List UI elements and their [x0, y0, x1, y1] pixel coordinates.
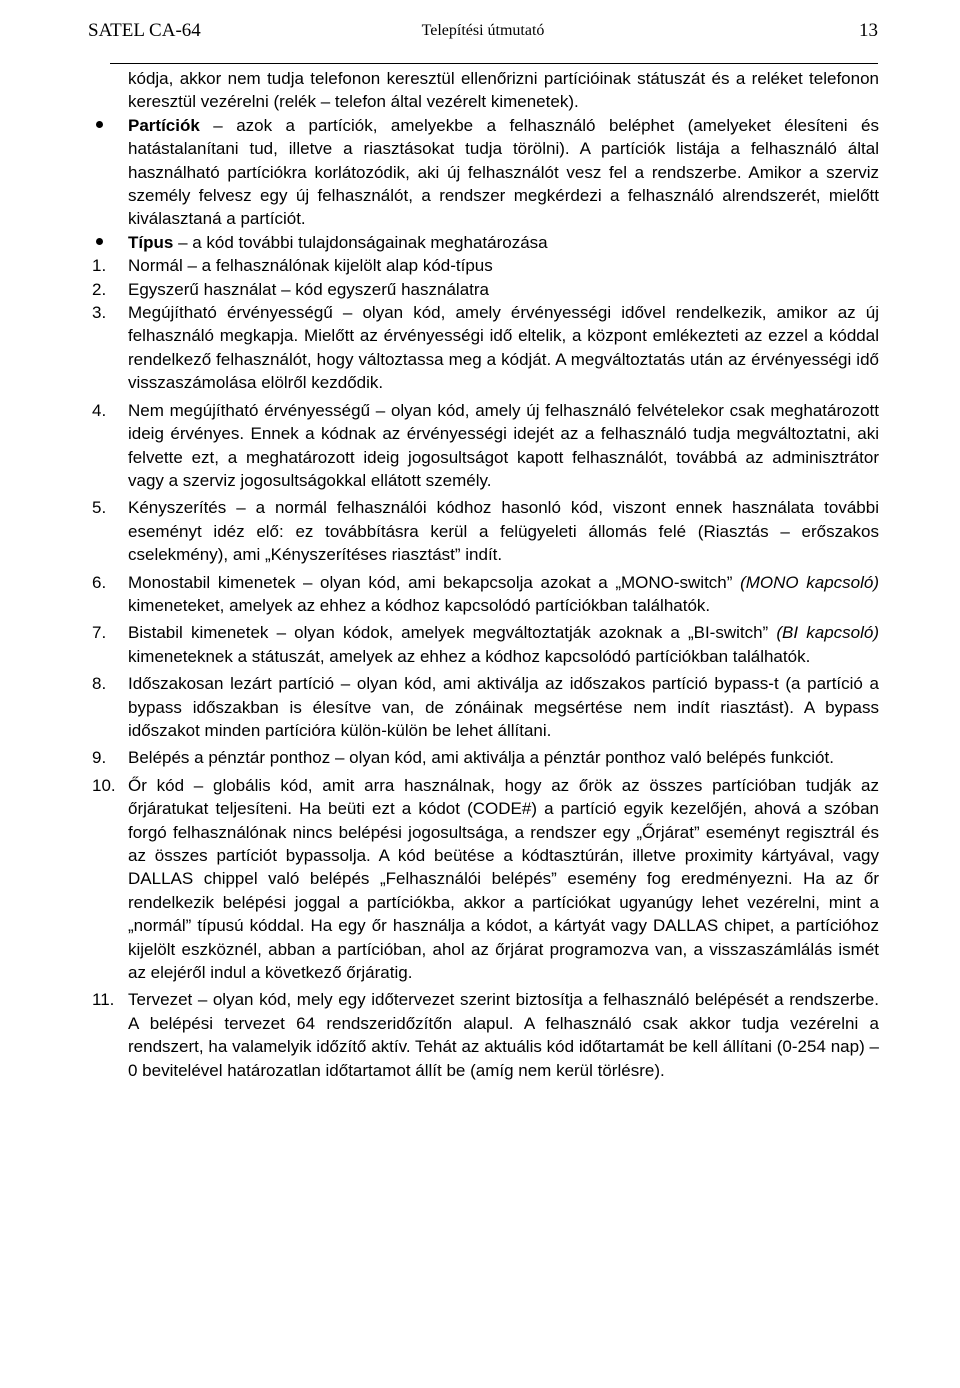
list-item: [92, 746, 879, 769]
item-number: 2.: [92, 279, 107, 299]
page-header: [88, 18, 878, 48]
item-text: Normál – a felhasználónak kijelölt alap kód-típus: [128, 256, 493, 276]
item-text: Tervezet – olyan kód, mely egy időtervezet szerint biztosítja a felhasználó belépését a rendszerbe. A belépési tervezet 64 rendszeridőzítőn alapul. A felhasználó csak akkor tudja vezérelni a rendszert, ha valamelyik időzítő aktív. Tehát az aktuális kód időtartamát be kell állítani (0-254 nap) – 0 bevitelével határozatlan időtartamot állít be (amíg nem kerül törlésre).: [128, 990, 879, 1080]
item-number: 8.: [92, 674, 107, 694]
item-text-pre: Bistabil kimenetek – olyan kódok, amelyek megváltoztatják azoknak a „BI-switch”: [128, 623, 777, 643]
bullet-term: Típus: [128, 232, 174, 252]
list-item: [92, 496, 879, 566]
product-name: SATEL CA-64: [88, 20, 201, 41]
list-item: [92, 988, 879, 1082]
item-text: Belépés a pénztár ponthoz – olyan kód, ami aktiválja a pénztár ponthoz való belépés funkciót.: [128, 748, 834, 768]
list-item: [92, 254, 879, 277]
document-title: Telepítési útmutató: [421, 22, 545, 39]
list-item: [92, 571, 879, 618]
bullet-marker: [96, 114, 130, 137]
bullet-tipus: [92, 231, 879, 254]
item-text-post: kimeneteknek a státuszát, amelyek az ehhez a kódhoz kapcsolódó partíciókban találhatók.: [128, 646, 811, 666]
bullet-text: – a kód további tulajdonságainak meghatározása: [173, 232, 548, 252]
item-number: 3.: [92, 303, 107, 323]
item-text-italic: (MONO kapcsoló): [740, 572, 879, 592]
list-item: [92, 774, 879, 985]
item-number: 9.: [92, 748, 107, 768]
item-text: Időszakosan lezárt partíció – olyan kód, ami aktiválja az időszakos partíció bypass-t (a partíció a bypass időszakban is élesítve van, de zónáinak megsértése nem indít riasztást). A bypass időszakot minden partícióra külön-külön be lehet állítani.: [128, 674, 879, 740]
item-text: Nem megújítható érvényességű – olyan kód, amely új felhasználó felvételekor csak meghatározott ideig érvényes. Ennek a kódnak az érvényességi idejét az a felhasználó tudja megváltoztatni, aki felvette ezt, a meghatározott ideig jogosultságot kapott felhasználót, továbbá az adminisztrátor vagy a szerviz jogosultságokkal ellátott személy.: [128, 400, 879, 490]
item-number: 1.: [92, 256, 107, 276]
list-item: [92, 621, 879, 668]
bullet-text: – azok a partíciók, amelyekbe a felhasználó beléphet (amelyeket élesíteni és hatástalanítani tud, illetve a riasztásokat tudja törölni). A partíciók listája a felhasználó által használható partíciókra korlátozódik, aki új felhasználót vesz fel a rendszerbe. Amikor a szerviz személy felvesz egy új felhasználót, a rendszer megkérdezi a felhasználó alrendszerét, mielőtt kiválasztaná a partíciót.: [128, 115, 879, 229]
list-item: [92, 399, 879, 493]
item-text-italic: (BI kapcsoló): [776, 623, 879, 643]
list-item: [92, 672, 879, 742]
item-text-post: kimeneteket, amelyek az ehhez a kódhoz kapcsolódó partíciókban találhatók.: [128, 595, 711, 615]
item-text: Egyszerű használat – kód egyszerű használatra: [128, 279, 489, 299]
bullet-particiok: [92, 114, 879, 231]
item-text: Őr kód – globális kód, amit arra használnak, hogy az őrök az összes partícióban tudják az őrjáratukat teljesíteni. Ha beüti ezt a kódot (CODE#) a partíció egyik kezelőjén, ahová a szóban forgó felhasználónak nincs belépési jogosultsága, a rendszer egy „Őrjárat” eseményt regisztrál és az összes partíciót bypassolja. A kód beütése a kódtasztúrán, illetve proximity kártyával, vagy DALLAS chippel való belépés „Felhasználói belépés” esemény fog eredményezni. Ha az őr rendelkezik belépési joggal a partíciókba, akkor a partíciókat ugyanúgy lehet vezérelni, mint a „normál” típusú kóddal. Ha egy őr használja a kódot, a kártyát vagy DALLAS chipet, a partícióhoz kijelölt eszköznél, abban a partícióban, ahol az őrjárat programozva van, a visszaszámlálás ismét az elejéről indul a következő őrjáratig.: [128, 775, 879, 983]
list-item: [92, 301, 879, 395]
page-body: [92, 67, 879, 1082]
page-number: 13: [859, 20, 878, 41]
item-number: 5.: [92, 498, 107, 518]
bullet-term: Partíciók: [128, 115, 200, 135]
item-number: 10.: [92, 775, 116, 795]
item-number: 6.: [92, 572, 107, 592]
list-item: [92, 278, 879, 301]
header-rule: [110, 63, 878, 64]
item-number: 11.: [92, 990, 115, 1010]
item-text: Kényszerítés – a normál felhasználói kódhoz hasonló kód, viszont ennek használata további eseményt idéz elő: ez továbbításra kerül a felügyeleti állomás felé (Riasztás – erőszakos cselekmény), ami „Kényszerítéses riasztást” indít.: [128, 498, 879, 565]
item-number: 4.: [92, 400, 107, 420]
item-number: 7.: [92, 623, 107, 643]
item-text: Megújítható érvényességű – olyan kód, amely érvényességi idővel rendelkezik, amikor az új felhasználó megkapja. Mielőtt az érvényességi idő eltelik, a központ emlékezteti az ezzel a kóddal rendelkező felhasználót, hogy változtassa meg a kódját. A megváltoztatás után az érvényességi idő visszaszámolása elölről kezdődik.: [128, 303, 879, 393]
continuation-paragraph: kódja, akkor nem tudja telefonon keresztül ellenőrizni partícióinak státuszát és a reléket telefonon keresztül vezérelni (relék – telefon által vezérelt kimenetek).: [128, 69, 879, 112]
item-text-pre: Monostabil kimenetek – olyan kód, ami bekapcsolja azokat a „MONO-switch”: [128, 572, 741, 592]
bullet-marker: [96, 231, 130, 254]
